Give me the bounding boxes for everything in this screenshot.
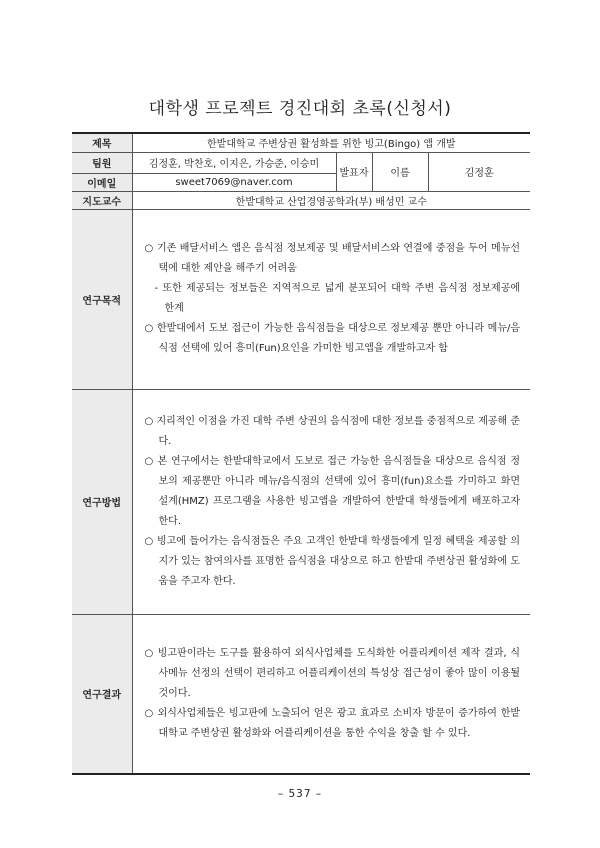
page-number: – 537 – (277, 788, 323, 800)
application-form-table (72, 132, 530, 775)
team-label: 팀원 (72, 152, 132, 173)
method-content (132, 389, 530, 614)
method-row (72, 389, 530, 614)
method-label: 연구방법 (72, 389, 132, 614)
purpose-item-3: ○ 한밭대에서 도보 접근이 가능한 음식점들을 대상으로 정보제공 뿐만 아니라 메뉴/음식점 선택에 있어 흥미(Fun)요인을 가미한 빙고앱을 개발하고자 함 (144, 323, 521, 354)
method-item-1: ○ 지리적인 이점을 가진 대학 주변 상권의 음식점에 대한 정보를 중점적으로 제공해 준다. (144, 415, 521, 447)
purpose-content (132, 209, 530, 389)
result-content (132, 614, 530, 774)
team-row (72, 152, 530, 173)
advisor-row (72, 191, 530, 209)
method-item-2: ○ 본 연구에서는 한밭대학교에서 도보로 접근 가능한 음식점들을 대상으로 음식점 정보의 제공뿐만 아니라 메뉴/음식점의 선택에 있어 흥미(fun)요소를 가미하고 화면설계(HMZ) 프로그램을 사용한 빙고앱을 개발하여 한밭대 학생들에게 배포하고자 한다. (144, 455, 521, 527)
purpose-row (72, 209, 530, 389)
result-row (72, 614, 530, 774)
result-item-2: ○ 외식사업체들은 빙고판에 노출되어 얻은 광고 효과로 소비자 방문이 증가하여 한밭대학교 주변상권 활성화와 어플리케이션을 통한 수익을 창출 할 수 있다. (144, 707, 521, 739)
method-item-3: ○ 빙고에 들어가는 음식점들은 주요 고객인 한밭대 학생들에게 일정 혜택을 제공할 의지가 있는 참여의사를 표명한 음식점을 대상으로 하고 한밭대 주변상권 활성화에 도움을 주고자 한다. (144, 535, 521, 587)
advisor-label: 지도교수 (72, 191, 132, 209)
subject-value: 한밭대학교 주변상권 활성화를 위한 빙고(Bingo) 앱 개발 (132, 133, 530, 152)
name-value: 김정훈 (428, 152, 530, 191)
email-value: sweet7069@naver.com (132, 173, 336, 191)
result-label: 연구결과 (72, 614, 132, 774)
advisor-value: 한밭대학교 산업경영공학과(부) 배성민 교수 (132, 191, 530, 209)
subject-row (72, 133, 530, 152)
name-label: 이름 (372, 152, 428, 191)
presenter-label: 발표자 (336, 152, 372, 191)
document-title: 대학생 프로젝트 경진대회 초록(신청서) (148, 99, 452, 119)
subject-label: 제목 (72, 133, 132, 152)
result-item-1: ○ 빙고판이라는 도구를 활용하여 외식사업체를 도식화한 어플리케이션 제작 결과, 식사메뉴 선정의 선택이 편리하고 어플리케이션의 특성상 접근성이 좋아 많이 이용될 것이다. (144, 647, 521, 699)
purpose-item-2: - 또한 제공되는 정보들은 지역적으로 넓게 분포되어 대학 주변 음식점 정보제공에 한계 (154, 283, 521, 314)
purpose-label: 연구목적 (72, 209, 132, 389)
purpose-item-1: ○ 기존 배달서비스 앱은 음식점 정보제공 및 배달서비스와 연결에 중점을 두어 메뉴선택에 대한 제안을 해주기 어려움 (144, 243, 521, 274)
team-value: 김정훈, 박찬호, 이지은, 가승준, 이승미 (132, 152, 336, 173)
email-label: 이메일 (72, 173, 132, 191)
